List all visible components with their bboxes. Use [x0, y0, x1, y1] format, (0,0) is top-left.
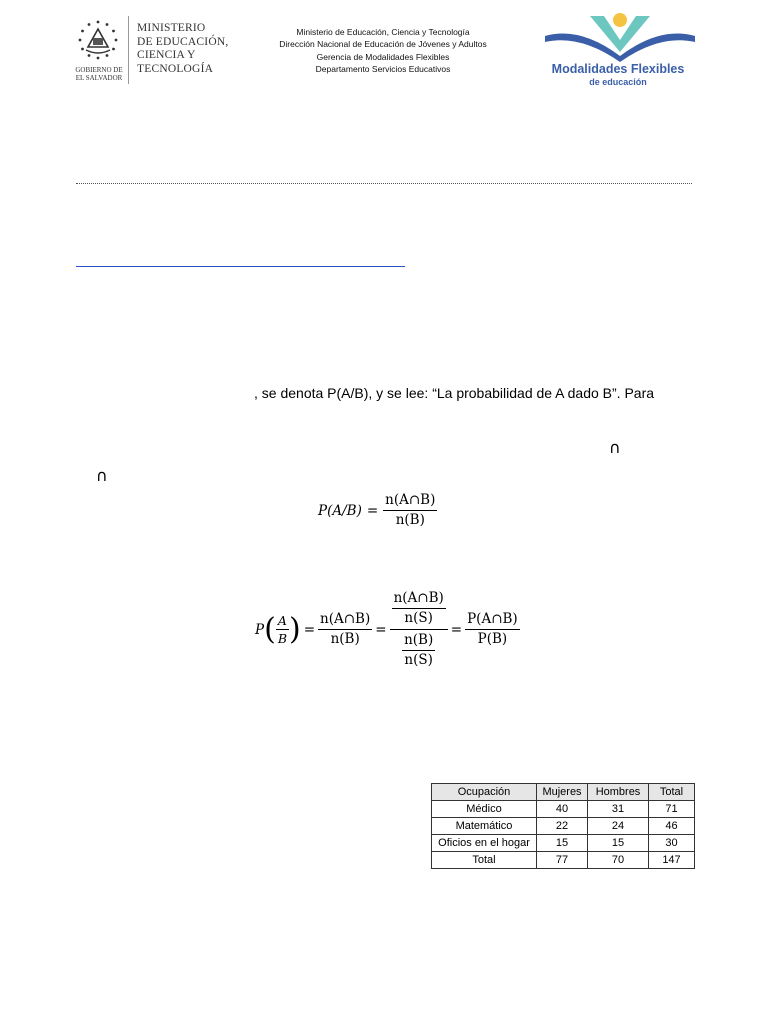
table-cell: 24 [588, 818, 649, 835]
column-header: Total [649, 784, 695, 801]
government-label [70, 66, 128, 82]
compound-denominator [400, 630, 437, 669]
compound-numerator [390, 590, 448, 630]
inner-bottom-denominator: n(S) [404, 652, 433, 668]
table-cell: 30 [649, 835, 695, 852]
lhs-numerator: A [277, 613, 287, 628]
table-row [432, 852, 695, 869]
table-cell: Médico [432, 801, 537, 818]
coat-of-arms-icon [76, 18, 120, 62]
table-cell: 70 [588, 852, 649, 869]
table-cell: 46 [649, 818, 695, 835]
brand-mark-icon [540, 6, 700, 64]
formula2-fraction-1 [318, 611, 372, 648]
ministry-name [137, 22, 228, 76]
equals-sign: = [375, 621, 387, 638]
conditional-probability-formula [318, 492, 437, 529]
table-cell: 22 [537, 818, 588, 835]
occupation-table [431, 783, 695, 869]
table-cell: Matemático [432, 818, 537, 835]
formula1-fraction [383, 492, 437, 529]
header-line-1: Ministerio de Educación, Ciencia y Tecnología [296, 27, 470, 37]
intersection-symbol: ∩ [96, 466, 108, 485]
ministry-line-3: CIENCIA Y [137, 49, 196, 61]
intersection-symbol: ∩ [609, 438, 621, 457]
ministry-logo [70, 16, 240, 86]
fraction-3-numerator: P(A∩B) [465, 611, 520, 630]
brand-title: Modalidades Flexibles [551, 62, 685, 76]
column-header: Ocupación [432, 784, 537, 801]
left-paren: ( [264, 611, 276, 647]
right-paren: ) [289, 611, 301, 647]
formula2-compound-fraction [390, 590, 448, 669]
header-line-4: Departamento Servicios Educativos [315, 63, 451, 74]
fraction-3-denominator: P(B) [477, 631, 508, 647]
dotted-separator [76, 183, 692, 184]
header-institution-text [262, 26, 504, 75]
ministry-line-1: MINISTERIO [137, 22, 206, 34]
table-header-row [432, 784, 695, 801]
equals-sign: = [303, 621, 316, 638]
table-row [432, 801, 695, 818]
table-cell: 147 [649, 852, 695, 869]
ministry-line-4: TECNOLOGÍA [137, 62, 214, 75]
fraction-1-denominator: n(B) [330, 631, 360, 647]
formula1-denominator: n(B) [395, 512, 425, 528]
modalidades-flexibles-logo [540, 6, 700, 90]
definition-paragraph: , se denota P(A/B), y se lee: “La probabilidad de A dado B”. Para [254, 385, 655, 401]
ministry-line-2: DE EDUCACIÓN, [137, 35, 229, 48]
column-header: Hombres [588, 784, 649, 801]
table-cell: 77 [537, 852, 588, 869]
header-line-3: Gerencia de Modalidades Flexibles [316, 51, 450, 62]
inner-fraction-bottom [402, 632, 435, 669]
inner-top-numerator: n(A∩B) [392, 590, 446, 609]
formula2-fraction-3 [465, 611, 520, 648]
table-cell: 15 [537, 835, 588, 852]
formula2-P: P [255, 621, 265, 638]
table-row [432, 835, 695, 852]
table-cell: 15 [588, 835, 649, 852]
gov-line-1: GOBIERNO DE [75, 66, 123, 74]
formula1-equals: = [366, 502, 379, 519]
formula1-lhs: P(A/B) [318, 502, 362, 519]
inner-top-denominator: n(S) [404, 610, 433, 626]
logo-divider [128, 16, 129, 84]
conditional-probability-derivation [255, 590, 520, 669]
lhs-denominator: B [277, 631, 287, 646]
table-cell: Total [432, 852, 537, 869]
column-header: Mujeres [537, 784, 588, 801]
gov-line-2: EL SALVADOR [75, 74, 123, 82]
fraction-1-numerator: n(A∩B) [318, 611, 372, 630]
inner-fraction-top [392, 590, 446, 627]
table-row [432, 818, 695, 835]
equals-sign: = [450, 621, 463, 638]
header-line-2: Dirección Nacional de Educación de Jóvenes y Adultos [279, 39, 487, 50]
formula1-numerator: n(A∩B) [383, 492, 437, 511]
hyperlink-underline[interactable] [76, 266, 405, 267]
table-cell: Oficios en el hogar [432, 835, 537, 852]
table-cell: 71 [649, 801, 695, 818]
brand-subtitle: de educación [589, 77, 647, 87]
inner-bottom-numerator: n(B) [402, 632, 435, 651]
table-cell: 40 [537, 801, 588, 818]
formula2-lhs-fraction [276, 613, 289, 646]
table-cell: 31 [588, 801, 649, 818]
